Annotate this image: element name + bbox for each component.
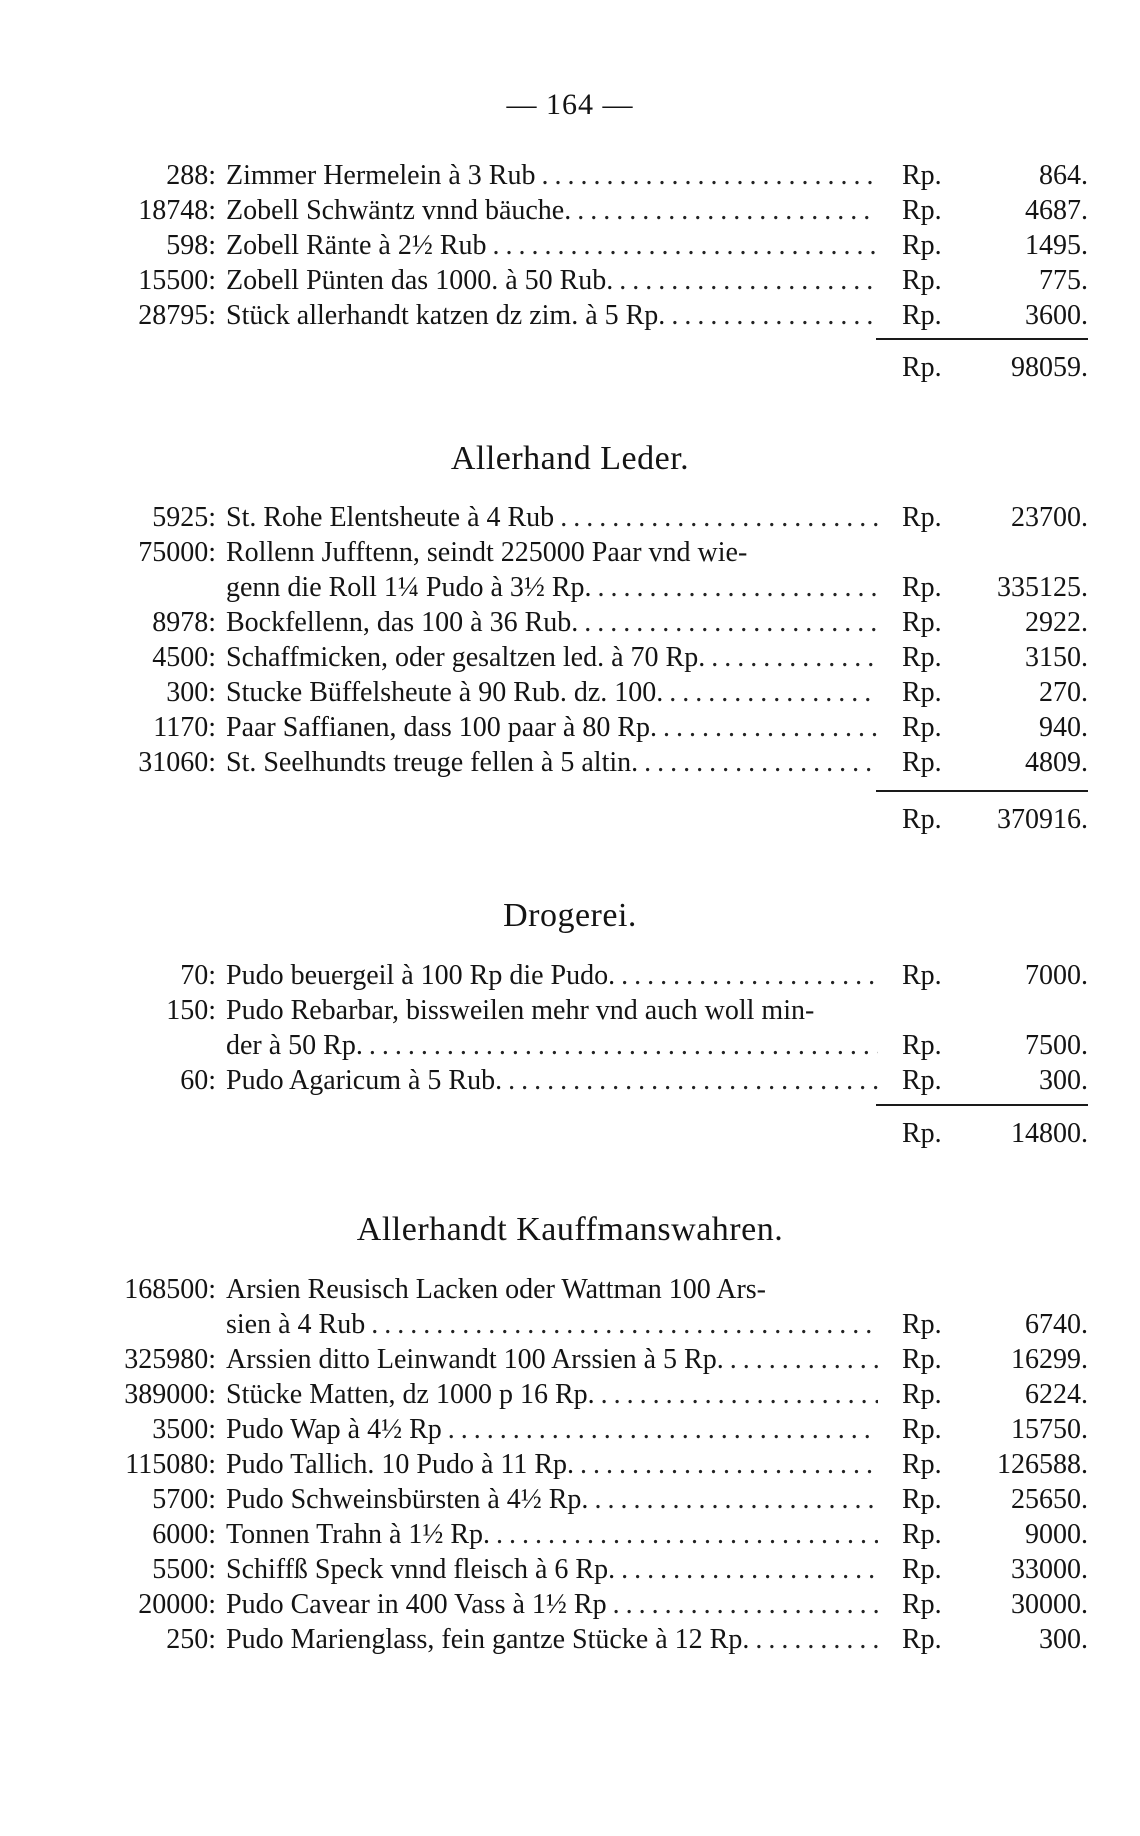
total-rule — [876, 1104, 1088, 1106]
section-heading-leder: Allerhand Leder. — [450, 440, 690, 477]
ledger-row — [0, 1307, 1140, 1343]
row-quantity: 3500: — [152, 1414, 216, 1445]
row-currency: Rp. — [902, 1484, 942, 1515]
ledger-row — [0, 1517, 1140, 1553]
ledger-row — [0, 1063, 1140, 1099]
total-currency: Rp. — [902, 352, 942, 383]
ledger-row — [0, 993, 1140, 1029]
dot-leader — [613, 263, 878, 299]
row-description-text: Tonnen Trahn à 1½ Rp. — [226, 1519, 491, 1550]
ledger-row — [0, 500, 1140, 536]
dot-leader — [705, 640, 878, 676]
row-quantity: 598: — [166, 230, 216, 261]
row-description — [226, 298, 878, 334]
row-description-text: Zimmer Hermelein à 3 Rub — [226, 160, 536, 191]
dot-leader — [442, 1412, 878, 1448]
row-quantity: 300: — [166, 677, 216, 708]
row-quantity: 28795: — [138, 300, 216, 331]
dot-leader — [571, 193, 878, 229]
row-quantity: 150: — [166, 995, 216, 1026]
total-currency: Rp. — [902, 1118, 942, 1149]
row-description — [226, 228, 878, 264]
row-amount: 300. — [1039, 1065, 1088, 1096]
row-quantity: 389000: — [124, 1379, 216, 1410]
row-description — [226, 1342, 878, 1378]
row-quantity: 325980: — [124, 1344, 216, 1375]
ledger-row — [0, 1342, 1140, 1378]
row-amount: 7500. — [1025, 1030, 1088, 1061]
row-amount: 940. — [1039, 712, 1088, 743]
ledger-row — [0, 1622, 1140, 1658]
row-description-text: Pudo Agaricum à 5 Rub. — [226, 1065, 503, 1096]
row-description — [226, 193, 878, 229]
row-amount: 7000. — [1025, 960, 1088, 991]
section-heading-kauffmanswahren: Allerhandt Kauffmanswahren. — [356, 1211, 784, 1248]
row-amount: 775. — [1039, 265, 1088, 296]
row-description — [226, 1063, 878, 1099]
row-description-text: Pudo Tallich. 10 Pudo à 11 Rp. — [226, 1449, 575, 1480]
dot-leader — [615, 958, 878, 994]
row-currency: Rp. — [902, 572, 942, 603]
row-quantity: 1170: — [153, 712, 216, 743]
row-quantity: 288: — [166, 160, 216, 191]
row-quantity: 115080: — [125, 1449, 216, 1480]
row-description-text: Stucke Büffelsheute à 90 Rub. dz. 100. — [226, 677, 664, 708]
row-quantity: 70: — [180, 960, 216, 991]
total-currency: Rp. — [902, 804, 942, 835]
ledger-row — [0, 1587, 1140, 1623]
dot-leader — [657, 710, 878, 746]
row-amount: 335125. — [997, 572, 1088, 603]
row-description — [226, 1028, 878, 1064]
row-currency: Rp. — [902, 1519, 942, 1550]
row-amount: 25650. — [1011, 1484, 1088, 1515]
row-currency: Rp. — [902, 960, 942, 991]
row-description — [226, 1587, 878, 1623]
row-description — [226, 745, 878, 781]
row-description — [226, 500, 878, 536]
row-description-text: Pudo beuergeil à 100 Rp die Pudo. — [226, 960, 616, 991]
row-description — [226, 1517, 878, 1553]
row-currency: Rp. — [902, 230, 942, 261]
row-amount: 4809. — [1025, 747, 1088, 778]
dot-leader — [588, 1482, 878, 1518]
row-quantity: 6000: — [152, 1519, 216, 1550]
row-amount: 1495. — [1025, 230, 1088, 261]
page-number: — 164 — — [506, 88, 634, 121]
row-amount: 6224. — [1025, 1379, 1088, 1410]
row-description-text: Zobell Pünten das 1000. à 50 Rub. — [226, 265, 614, 296]
dot-leader — [554, 500, 878, 536]
row-currency: Rp. — [902, 265, 942, 296]
row-quantity: 250: — [166, 1624, 216, 1655]
row-quantity: 8978: — [152, 607, 216, 638]
ledger-row — [0, 1377, 1140, 1413]
dot-leader — [592, 570, 878, 606]
row-description — [226, 1447, 878, 1483]
dot-leader — [595, 1377, 878, 1413]
row-description — [226, 1377, 878, 1413]
row-quantity: 5500: — [152, 1554, 216, 1585]
row-quantity: 5925: — [152, 502, 216, 533]
ledger-row — [0, 605, 1140, 641]
row-quantity: 4500: — [152, 642, 216, 673]
row-currency: Rp. — [902, 1414, 942, 1445]
row-currency: Rp. — [902, 1309, 942, 1340]
row-description-text: sien à 4 Rub — [226, 1309, 366, 1340]
total-rule — [876, 338, 1088, 340]
row-description — [226, 570, 878, 606]
row-description — [226, 535, 878, 571]
row-amount: 3150. — [1025, 642, 1088, 673]
ledger-row — [0, 1272, 1140, 1308]
total-rule — [876, 790, 1088, 792]
row-description-text: Bockfellenn, das 100 à 36 Rub. — [226, 607, 579, 638]
row-description-text: genn die Roll 1¼ Pudo à 3½ Rp. — [226, 572, 592, 603]
row-currency: Rp. — [902, 607, 942, 638]
row-description — [226, 1482, 878, 1518]
dot-leader — [663, 675, 878, 711]
row-quantity: 75000: — [138, 537, 216, 568]
row-amount: 126588. — [997, 1449, 1088, 1480]
row-currency: Rp. — [902, 502, 942, 533]
row-description — [226, 1272, 878, 1308]
row-description-text: der à 50 Rp. — [226, 1030, 363, 1061]
row-description-text: Stück allerhandt katzen dz zim. à 5 Rp. — [226, 300, 666, 331]
row-description-text: Schaffmicken, oder gesaltzen led. à 70 Rp. — [226, 642, 706, 673]
row-description-text: Zobell Ränte à 2½ Rub — [226, 230, 487, 261]
row-quantity: 15500: — [138, 265, 216, 296]
row-amount: 15750. — [1011, 1414, 1088, 1445]
row-amount: 864. — [1039, 160, 1088, 191]
row-description-text: Pudo Schweinsbürsten à 4½ Rp. — [226, 1484, 589, 1515]
row-description-text: Pudo Marienglass, fein gantze Stücke à 12 Rp. — [226, 1624, 750, 1655]
dot-leader — [749, 1622, 878, 1658]
row-amount: 9000. — [1025, 1519, 1088, 1550]
row-amount: 33000. — [1011, 1554, 1088, 1585]
dot-leader — [578, 605, 878, 641]
row-description-text: Pudo Wap à 4½ Rp — [226, 1414, 442, 1445]
ledger-row — [0, 675, 1140, 711]
row-currency: Rp. — [902, 1379, 942, 1410]
row-quantity: 20000: — [138, 1589, 216, 1620]
row-description — [226, 958, 878, 994]
dot-leader — [665, 298, 878, 334]
ledger-row — [0, 1028, 1140, 1064]
row-description — [226, 1552, 878, 1588]
row-amount: 4687. — [1025, 195, 1088, 226]
row-amount: 300. — [1039, 1624, 1088, 1655]
dot-leader — [574, 1447, 878, 1483]
row-currency: Rp. — [902, 1065, 942, 1096]
row-description-text: Rollenn Jufftenn, seindt 225000 Paar vnd wie- — [226, 537, 748, 568]
ledger-row — [0, 158, 1140, 194]
row-quantity: 60: — [180, 1065, 216, 1096]
row-description-text: Schiffß Speck vnnd fleisch à 6 Rp. — [226, 1554, 616, 1585]
row-description-text: St. Rohe Elentsheute à 4 Rub — [226, 502, 555, 533]
row-currency: Rp. — [902, 1449, 942, 1480]
ledger-row — [0, 193, 1140, 229]
row-description-text: Arssien ditto Leinwandt 100 Arssien à 5 Rp. — [226, 1344, 724, 1375]
ledger-row — [0, 640, 1140, 676]
ledger-row — [0, 958, 1140, 994]
total-amount: 14800. — [1011, 1118, 1088, 1149]
ledger-row — [0, 1482, 1140, 1518]
row-description-text: St. Seelhundts treuge fellen à 5 altin. — [226, 747, 639, 778]
ledger-row — [0, 298, 1140, 334]
ledger-row — [0, 228, 1140, 264]
dot-leader — [502, 1063, 878, 1099]
row-amount: 270. — [1039, 677, 1088, 708]
dot-leader — [365, 1307, 878, 1343]
dot-leader — [615, 1552, 878, 1588]
section-total-leder — [0, 802, 1140, 838]
row-description — [226, 605, 878, 641]
row-description — [226, 640, 878, 676]
ledger-row — [0, 1552, 1140, 1588]
dot-leader — [363, 1028, 878, 1064]
section-heading-drogerei: Drogerei. — [503, 897, 637, 934]
dot-leader — [607, 1587, 878, 1623]
total-amount: 370916. — [997, 804, 1088, 835]
ledger-row — [0, 1412, 1140, 1448]
row-amount: 2922. — [1025, 607, 1088, 638]
ledger-row — [0, 570, 1140, 606]
ledger-row — [0, 710, 1140, 746]
row-description-text: Stücke Matten, dz 1000 p 16 Rp. — [226, 1379, 595, 1410]
row-amount: 3600. — [1025, 300, 1088, 331]
row-amount: 16299. — [1011, 1344, 1088, 1375]
dot-leader — [490, 1517, 878, 1553]
row-currency: Rp. — [902, 160, 942, 191]
ledger-row — [0, 263, 1140, 299]
dot-leader — [487, 228, 878, 264]
row-amount: 6740. — [1025, 1309, 1088, 1340]
section-total-pelze — [0, 350, 1140, 386]
row-description — [226, 1622, 878, 1658]
row-currency: Rp. — [902, 1589, 942, 1620]
row-currency: Rp. — [902, 195, 942, 226]
row-description — [226, 1307, 878, 1343]
row-description — [226, 993, 878, 1029]
row-quantity: 31060: — [138, 747, 216, 778]
dot-leader — [535, 158, 878, 194]
ledger-row — [0, 745, 1140, 781]
row-description — [226, 1412, 878, 1448]
row-description — [226, 675, 878, 711]
row-description — [226, 710, 878, 746]
row-currency: Rp. — [902, 677, 942, 708]
row-quantity: 18748: — [138, 195, 216, 226]
row-currency: Rp. — [902, 1554, 942, 1585]
row-currency: Rp. — [902, 712, 942, 743]
row-quantity: 5700: — [152, 1484, 216, 1515]
row-quantity: 168500: — [124, 1274, 216, 1305]
row-description — [226, 263, 878, 299]
row-description-text: Pudo Rebarbar, bissweilen mehr vnd auch woll min- — [226, 995, 815, 1026]
row-description — [226, 158, 878, 194]
row-amount: 30000. — [1011, 1589, 1088, 1620]
row-description-text: Paar Saffianen, dass 100 paar à 80 Rp. — [226, 712, 658, 743]
row-currency: Rp. — [902, 1030, 942, 1061]
dot-leader — [724, 1342, 878, 1378]
row-currency: Rp. — [902, 300, 942, 331]
row-amount: 23700. — [1011, 502, 1088, 533]
total-amount: 98059. — [1011, 352, 1088, 383]
row-description-text: Arsien Reusisch Lacken oder Wattman 100 Ars- — [226, 1274, 766, 1305]
row-currency: Rp. — [902, 642, 942, 673]
row-currency: Rp. — [902, 1624, 942, 1655]
row-description-text: Pudo Cavear in 400 Vass à 1½ Rp — [226, 1589, 607, 1620]
row-currency: Rp. — [902, 747, 942, 778]
ledger-row — [0, 1447, 1140, 1483]
dot-leader — [638, 745, 878, 781]
section-total-drogerei — [0, 1116, 1140, 1152]
row-description-text: Zobell Schwäntz vnnd bäuche. — [226, 195, 572, 226]
row-currency: Rp. — [902, 1344, 942, 1375]
ledger-row — [0, 535, 1140, 571]
